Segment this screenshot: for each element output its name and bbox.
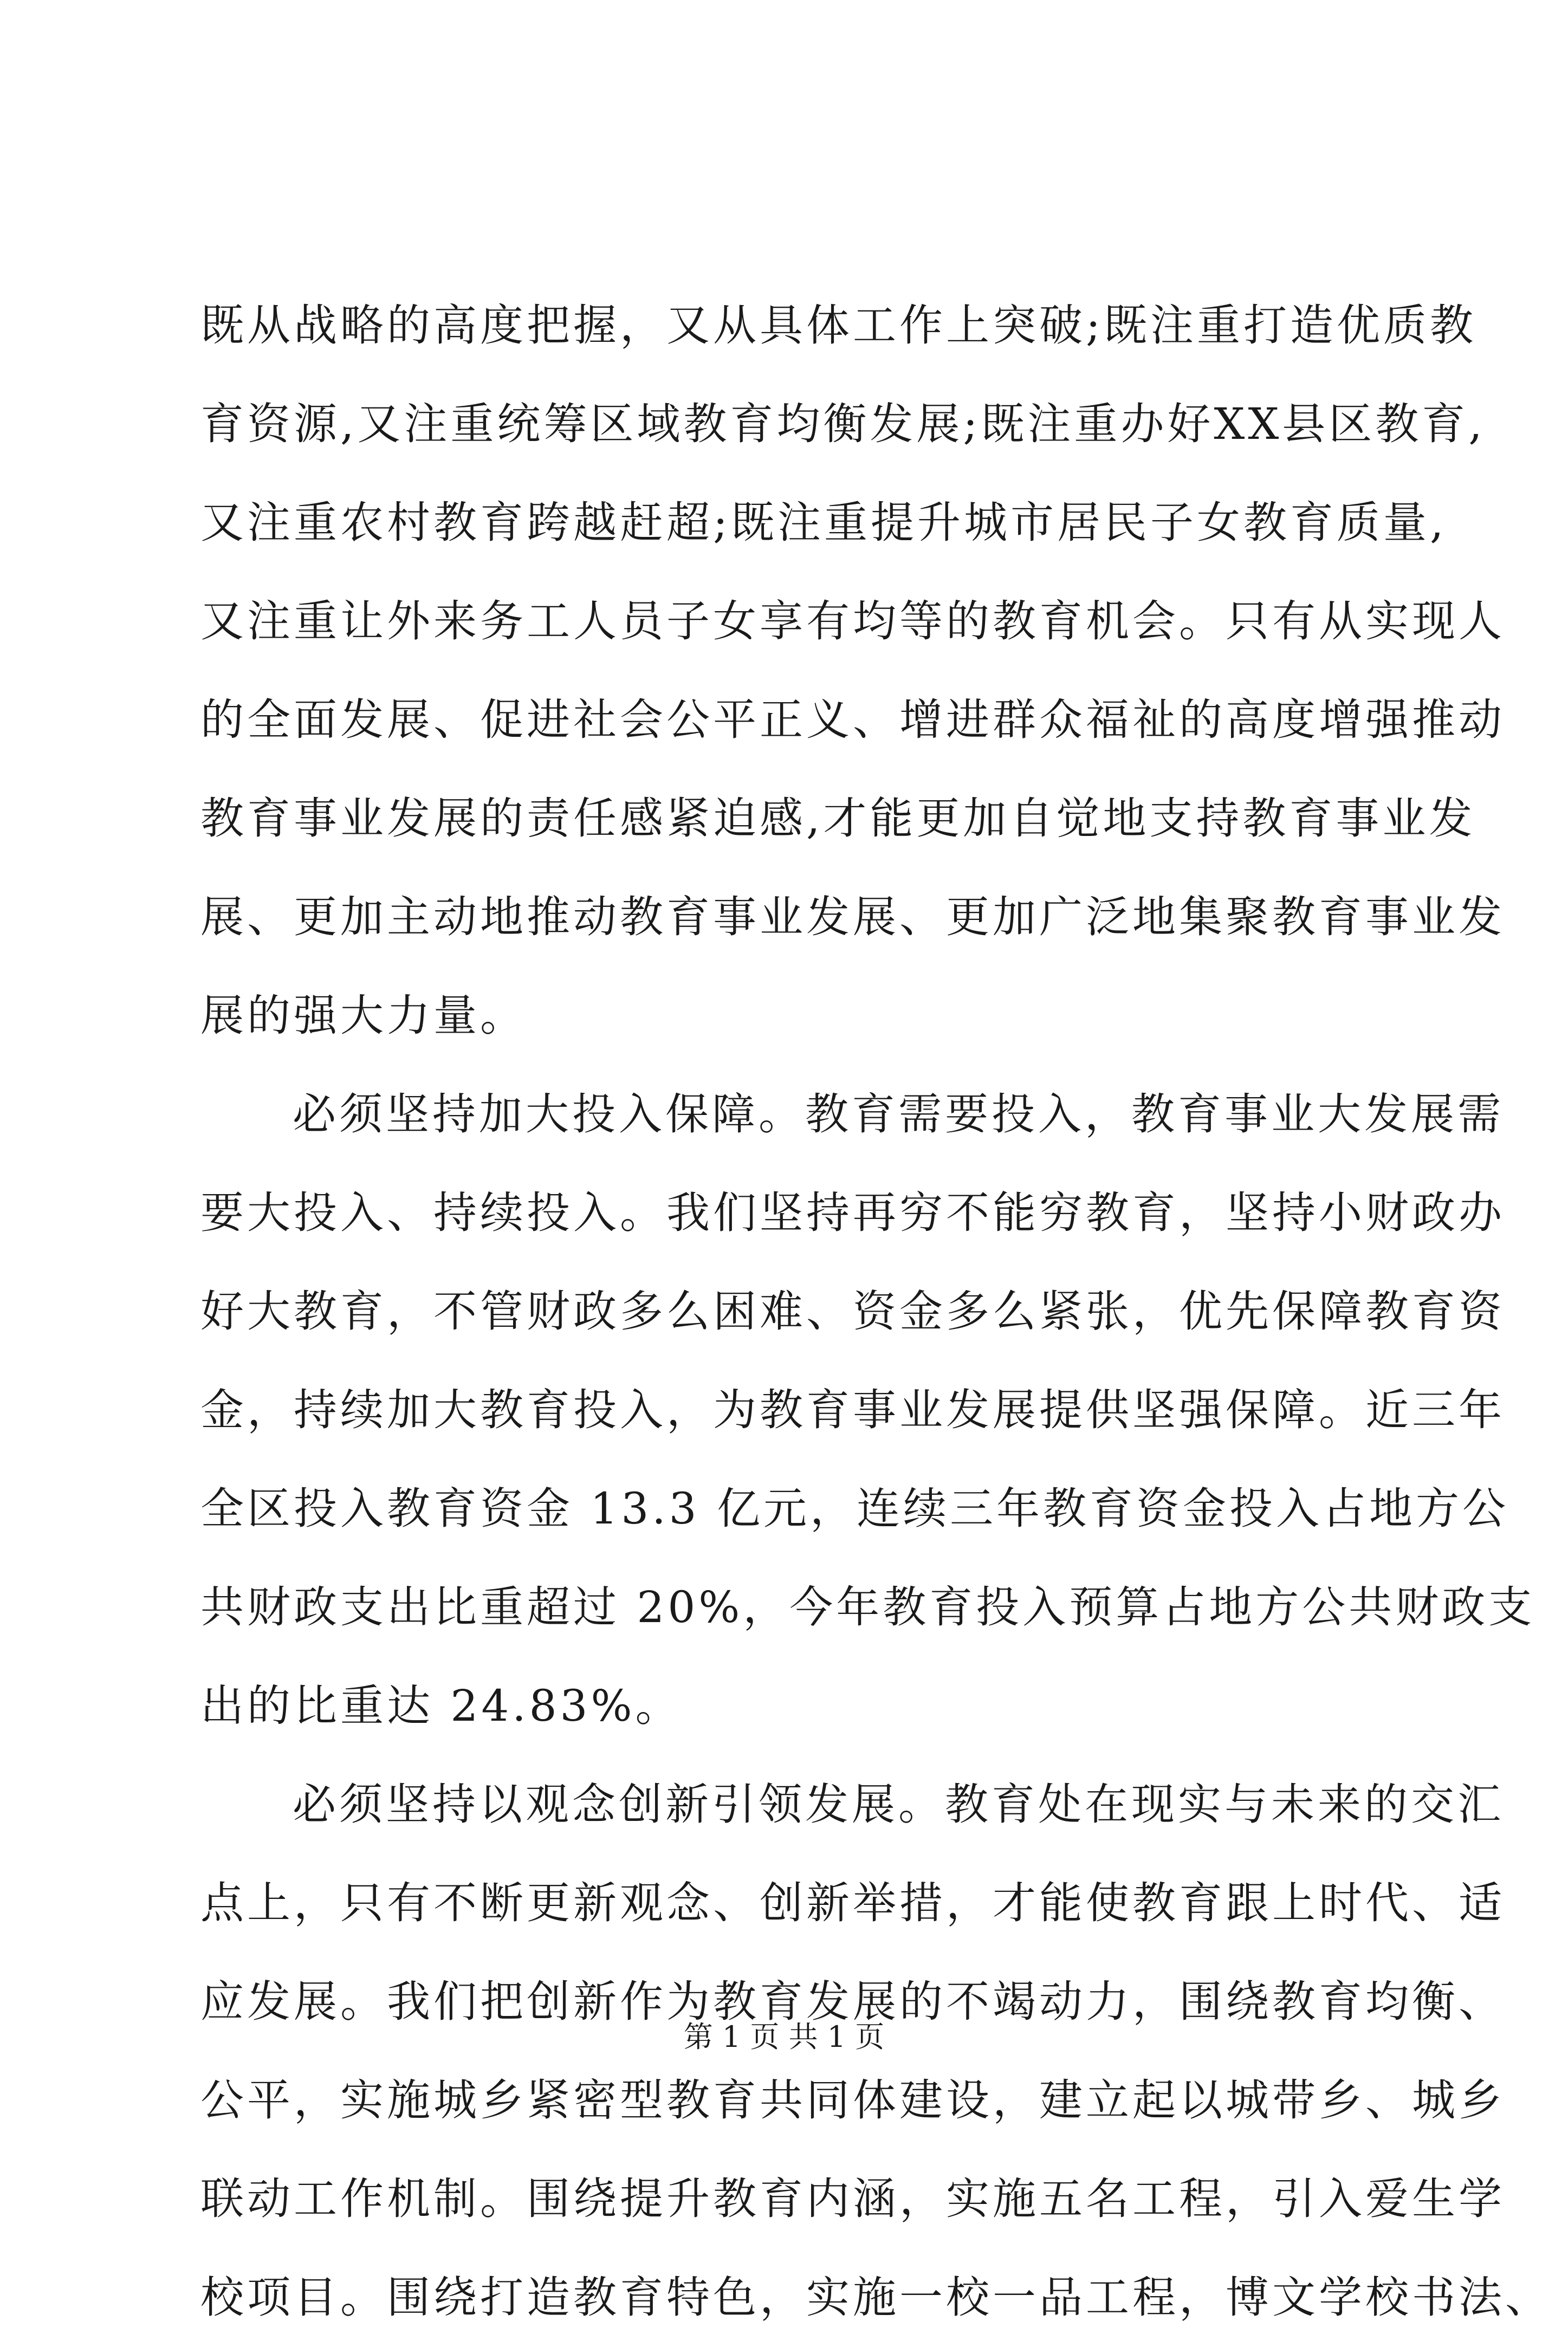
text-line: 既从战略的高度把握，又从具体工作上突破;既注重打造优质教 (200, 300, 1476, 351)
text-line: 校项目。围绕打造教育特色，实施一校一品工程，博文学校书法、 (200, 2272, 1552, 2323)
text-line: 公平，实施城乡紧密型教育共同体建设，建立起以城带乡、城乡 (200, 2075, 1505, 2125)
text-line: 好大教育，不管财政多么困难、资金多么紧张，优先保障教育资 (200, 1286, 1505, 1337)
text-line: 全区投入教育资金 13.3 亿元，连续三年教育资金投入占地方公 (200, 1483, 1509, 1534)
page-footer: 第 1 页 共 1 页 (683, 2020, 885, 2054)
text-line: 应发展。我们把创新作为教育发展的不竭动力，围绕教育均衡、 (200, 1976, 1505, 2027)
text-line: 共财政支出比重超过 20%，今年教育投入预算占地方公共财政支 (200, 1582, 1535, 1632)
text-line: 联动工作机制。围绕提升教育内涵，实施五名工程，引入爱生学 (200, 2174, 1505, 2224)
text-line: 展的强大力量。 (200, 990, 527, 1041)
text-line: 又注重农村教育跨越赶超;既注重提升城市居民子女教育质量, (200, 497, 1447, 548)
text-line: 展、更加主动地推动教育事业发展、更加广泛地集聚教育事业发 (200, 892, 1505, 942)
paragraph-first-line: 必须坚持加大投入保障。教育需要投入，教育事业大发展需 (293, 1089, 1504, 1139)
text-line: 要大投入、持续投入。我们坚持再穷不能穷教育，坚持小财政办 (200, 1188, 1505, 1238)
text-line: 金，持续加大教育投入，为教育事业发展提供坚强保障。近三年 (200, 1385, 1505, 1435)
text-line: 点上，只有不断更新观念、创新举措，才能使教育跟上时代、适 (200, 1878, 1505, 1928)
text-line: 教育事业发展的责任感紧迫感,才能更加自觉地支持教育事业发 (200, 793, 1476, 844)
text-line: 出的比重达 24.83%。 (200, 1681, 682, 1731)
text-line: 又注重让外来务工人员子女享有均等的教育机会。只有从实现人 (200, 596, 1505, 646)
text-line: 育资源,又注重统筹区域教育均衡发展;既注重办好XX县区教育, (200, 399, 1486, 449)
paragraph-first-line: 必须坚持以观念创新引领发展。教育处在现实与未来的交汇 (293, 1779, 1504, 1830)
text-line: 的全面发展、促进社会公平正义、增进群众福祉的高度增强推动 (200, 695, 1505, 745)
